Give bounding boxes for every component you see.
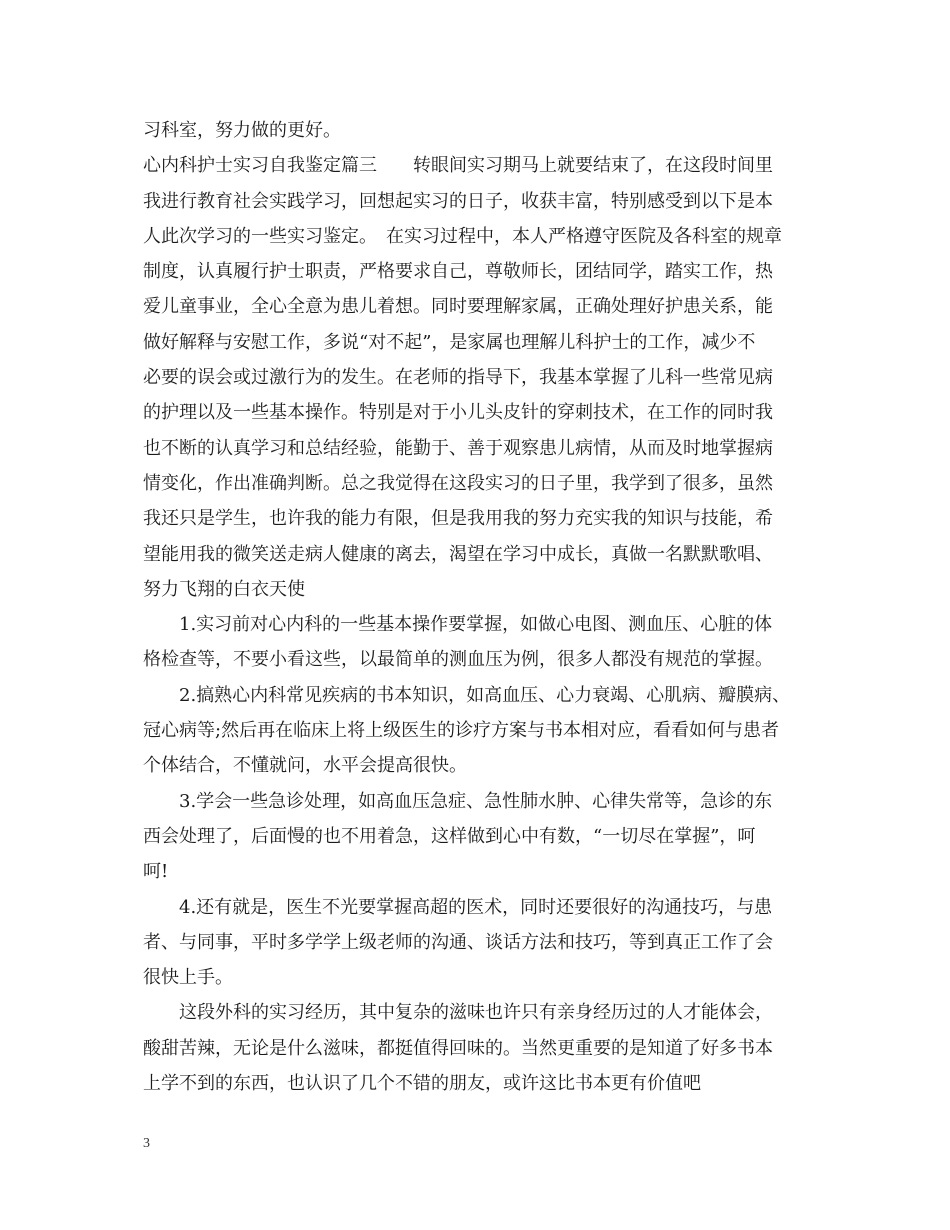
document-body xyxy=(143,113,823,1101)
text-line: 格检查等，不要小看这些，以最简单的测血压为例，很多人都没有规范的掌握。 xyxy=(143,649,773,671)
text-line: 习科室，努力做的更好。 xyxy=(143,120,341,141)
text-line: 这段外科的实习经历，其中复杂的滋味也许只有亲身经历过的人才能体会， xyxy=(143,1002,773,1024)
text-line: 做好解释与安慰工作，多说“对不起”，是家属也理解儿科护士的工作，减少不 xyxy=(143,331,756,353)
text-line: 也不断的认真学习和总结经验，能勤于、善于观察患儿病情，从而及时地掌握病 xyxy=(143,437,773,459)
text-line: 者、与同事，平时多学学上级老师的沟通、谈话方法和技巧，等到真正工作了会 xyxy=(143,931,773,953)
text-line: 努力飞翔的白衣天使 xyxy=(143,578,305,600)
text-line: 的护理以及一些基本操作。特别是对于小儿头皮针的穿刺技术，在工作的同时我 xyxy=(143,402,773,424)
text-line: 酸甜苦辣，无论是什么滋味，都挺值得回味的。当然更重要的是知道了好多书本 xyxy=(143,1037,773,1059)
text-line: 2.搞熟心内科常见疾病的书本知识，如高血压、心力衰竭、心肌病、瓣膜病、 xyxy=(143,684,791,706)
text-line: 望能用我的微笑送走病人健康的离去，渴望在学习中成长，真做一名默默歌唱、 xyxy=(143,543,773,565)
text-line: 人此次学习的一些实习鉴定。 在实习过程中，本人严格遵守医院及各科室的规章 xyxy=(143,225,782,247)
text-line: 4.还有就是，医生不光要掌握高超的医术，同时还要很好的沟通技巧，与患 xyxy=(143,896,773,918)
text-line: 冠心病等;然后再在临床上将上级医生的诊疗方案与书本相对应，看看如何与患者 xyxy=(143,720,780,742)
text-line: 很快上手。 xyxy=(143,967,233,989)
text-line: 我进行教育社会实践学习，回想起实习的日子，收获丰富，特别感受到以下是本 xyxy=(143,190,773,212)
text-line: 西会处理了，后面慢的也不用着急，这样做到心中有数，“一切尽在掌握”，呵 xyxy=(143,825,756,847)
text-line: 3.学会一些急诊处理，如高血压急症、急性肺水肿、心律失常等，急诊的东 xyxy=(143,790,773,812)
text-line: 心内科护士实习自我鉴定篇三 转眼间实习期马上就要结束了，在这段时间里 xyxy=(143,155,773,177)
text-line: 我还只是学生，也许我的能力有限，但是我用我的努力充实我的知识与技能，希 xyxy=(143,508,773,530)
page-number: 3 xyxy=(143,1136,150,1151)
text-line: 制度，认真履行护士职责，严格要求自己，尊敬师长，团结同学，踏实工作，热 xyxy=(143,261,773,283)
text-line: 上学不到的东西，也认识了几个不错的朋友，或许这比书本更有价值吧 xyxy=(143,1073,701,1095)
text-line: 必要的误会或过激行为的发生。在老师的指导下，我基本掌握了儿科一些常见病 xyxy=(143,367,773,389)
text-line: 爱儿童事业，全心全意为患儿着想。同时要理解家属，正确处理好护患关系，能 xyxy=(143,296,773,318)
text-line: 1.实习前对心内科的一些基本操作要掌握，如做心电图、测血压、心脏的体 xyxy=(143,614,773,636)
text-line: 个体结合，不懂就问，水平会提高很快。 xyxy=(143,755,467,777)
text-line: 情变化，作出准确判断。总之我觉得在这段实习的日子里，我学到了很多，虽然 xyxy=(143,472,773,494)
text-line: 呵! xyxy=(143,861,169,883)
